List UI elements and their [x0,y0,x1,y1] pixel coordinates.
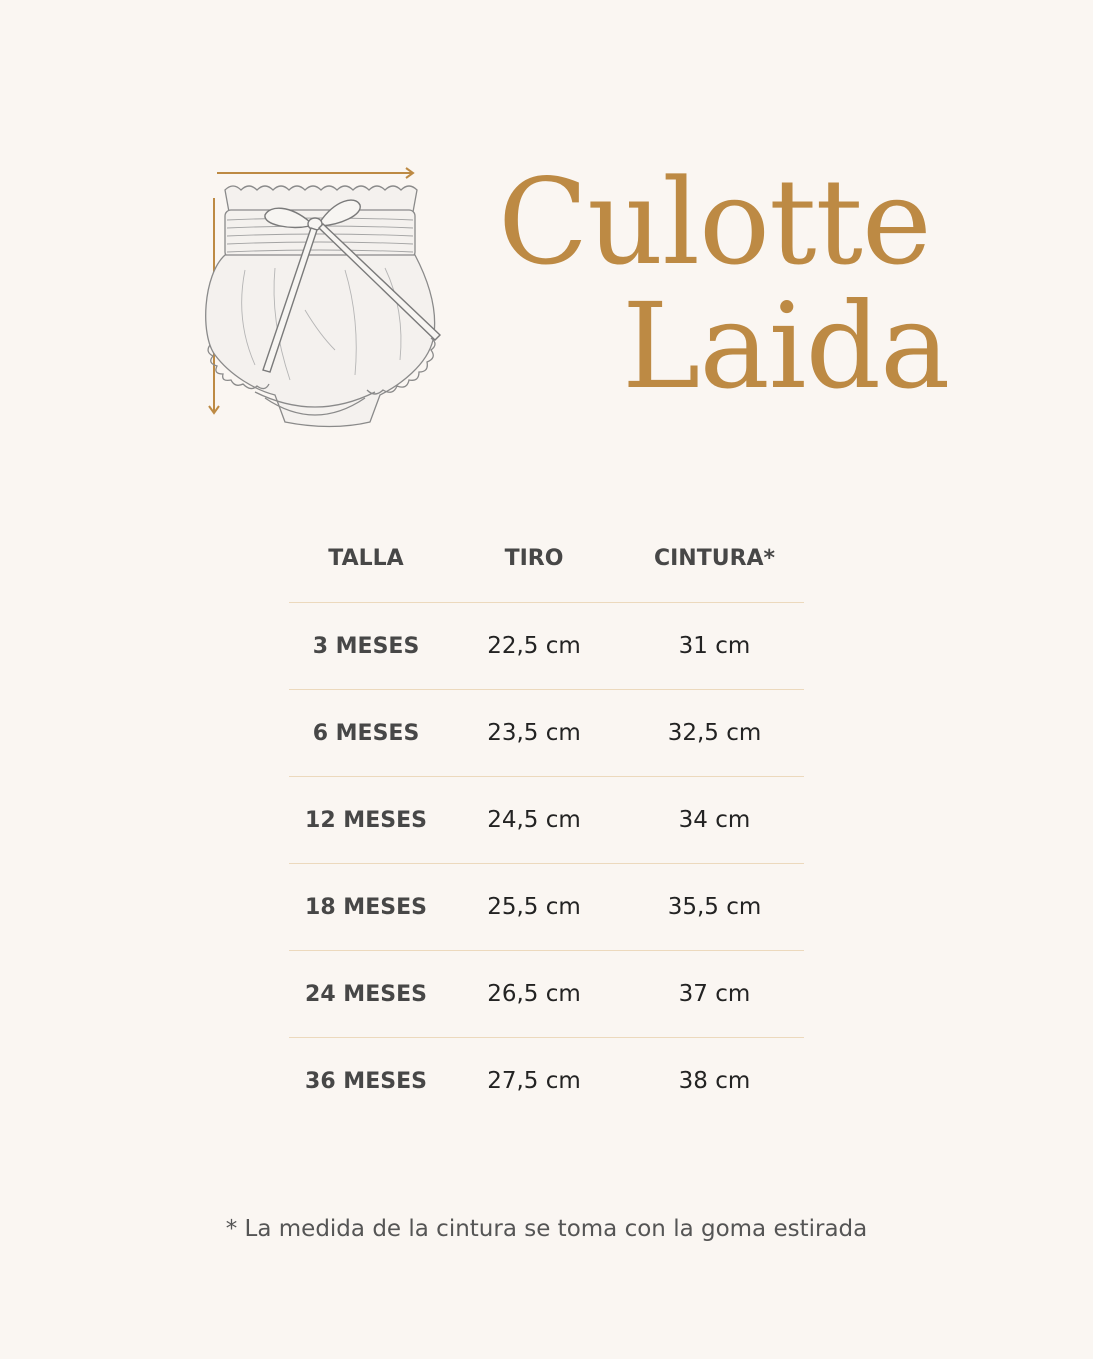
column-header-tiro: TIRO [443,515,625,603]
cintura-cell: 31 cm [625,603,804,690]
cintura-cell: 34 cm [625,777,804,864]
tiro-cell: 22,5 cm [443,603,625,690]
tiro-cell: 27,5 cm [487,1068,581,1094]
table-row [289,690,804,777]
width-arrow-icon [217,168,413,178]
tiro-cell: 23,5 cm [443,690,625,777]
tiro-cell: 25,5 cm [443,864,625,951]
table-row [289,603,804,690]
cintura-cell: 35,5 cm [625,864,804,951]
table-row [289,777,804,864]
cintura-cell: 32,5 cm [625,690,804,777]
table-row [289,1038,804,1125]
tiro-cell: 26,5 cm [443,951,625,1038]
title-line-1: Culotte [498,153,931,291]
cintura-cell: 38 cm [678,1068,751,1094]
size-cell: 36 MESES [305,1068,427,1094]
cintura-cell: 37 cm [625,951,804,1038]
bloomer-sketch [195,160,455,430]
size-cell: 18 MESES [289,864,443,951]
title-line-2: Laida [622,277,950,415]
table-row [289,864,804,951]
size-cell: 24 MESES [289,951,443,1038]
size-cell: 6 MESES [289,690,443,777]
size-cell: 3 MESES [289,603,443,690]
table-row [289,951,804,1038]
column-header-cintura: CINTURA* [625,515,804,603]
size-chart-table [289,515,804,1124]
page-title [490,153,950,415]
column-header-talla: TALLA [289,515,443,603]
bloomer-illustration-icon [195,160,455,430]
table-header-row [289,515,804,603]
size-cell: 12 MESES [289,777,443,864]
footnote: * La medida de la cintura se toma con la goma estirada [225,1216,868,1242]
tiro-cell: 24,5 cm [443,777,625,864]
